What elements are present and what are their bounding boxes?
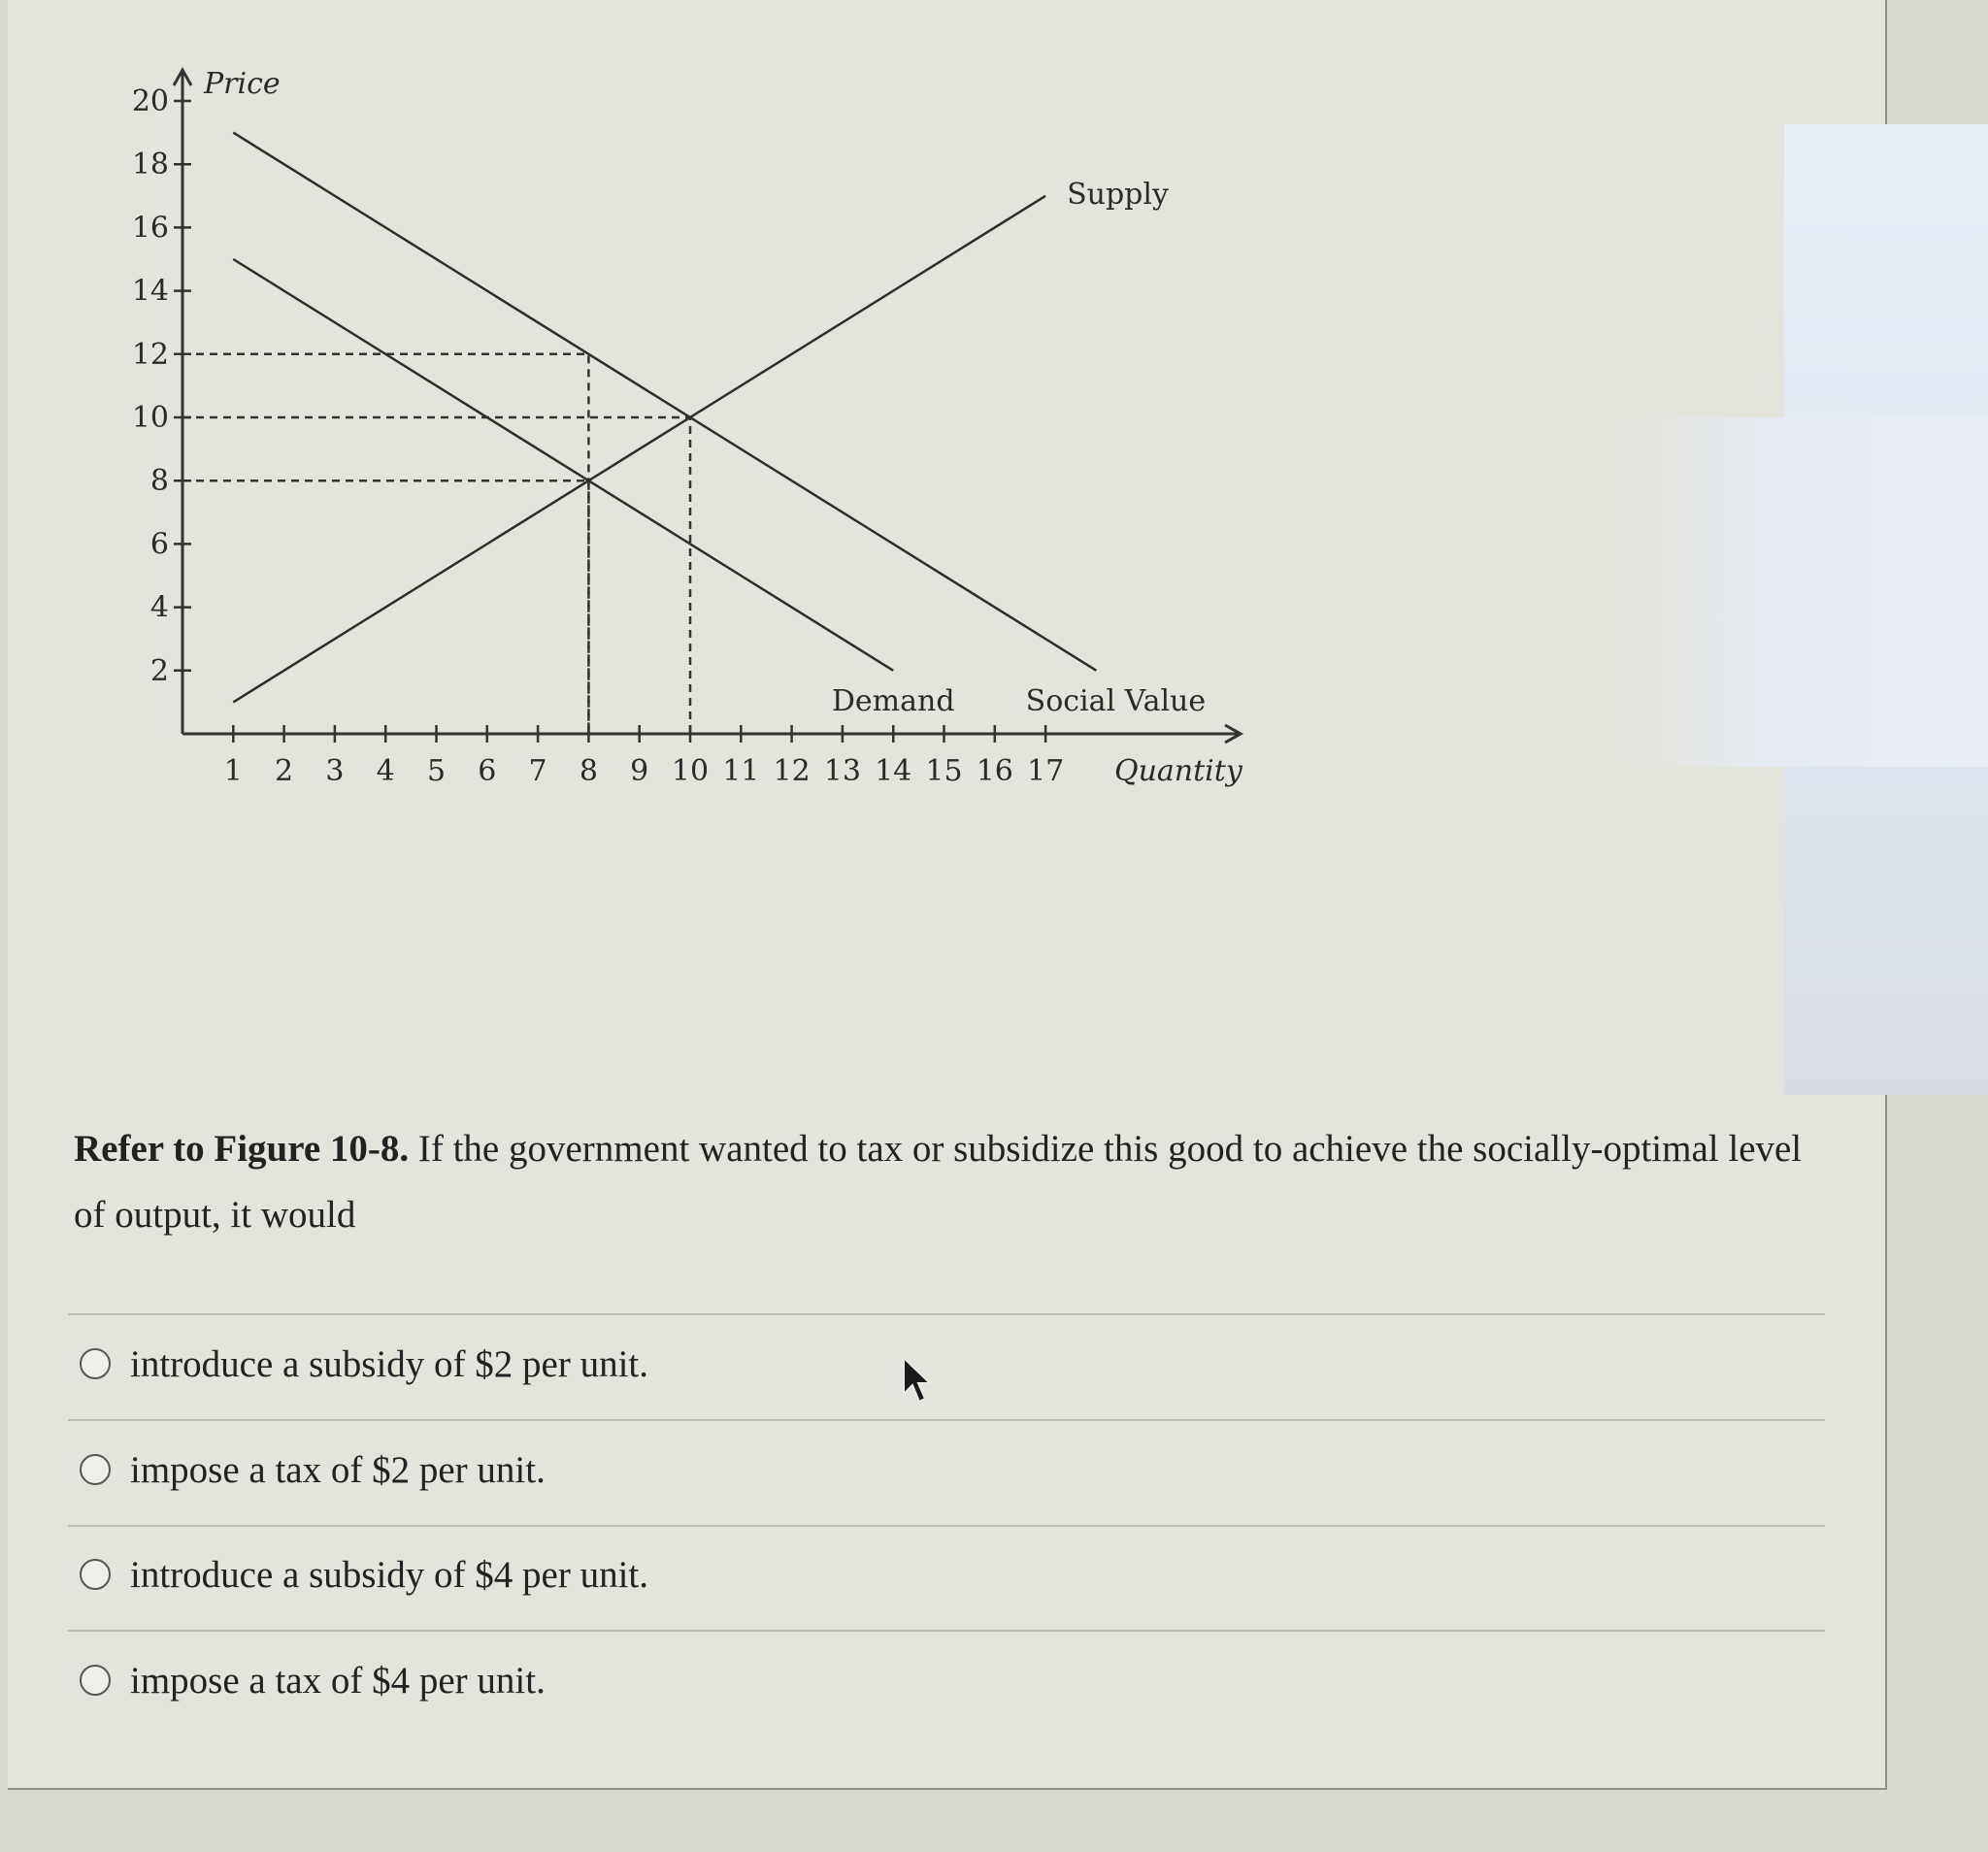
separator <box>68 1630 1825 1632</box>
x-tick-label: 3 <box>325 754 345 788</box>
demand-curve <box>233 259 893 671</box>
social-value-label: Social Value <box>1025 684 1207 718</box>
y-tick-label: 18 <box>131 148 169 182</box>
answer-option-label: impose a tax of $4 per unit. <box>130 1659 546 1702</box>
x-tick-label: 17 <box>1027 754 1065 788</box>
radio-button[interactable] <box>80 1559 111 1590</box>
social-value-curve <box>233 133 1096 671</box>
question-text <box>74 1116 1821 1248</box>
y-tick-label: 20 <box>131 84 169 118</box>
y-tick-label: 12 <box>131 337 169 372</box>
radio-button[interactable] <box>80 1454 111 1485</box>
answer-option-label: introduce a subsidy of $4 per unit. <box>130 1553 648 1596</box>
x-tick-label: 8 <box>579 754 598 788</box>
x-tick-label: 12 <box>773 754 811 788</box>
y-tick-label: 6 <box>149 527 169 562</box>
separator <box>68 1525 1825 1527</box>
x-tick-label: 15 <box>925 754 963 788</box>
x-tick-label: 11 <box>722 754 760 788</box>
answer-option-label: introduce a subsidy of $2 per unit. <box>130 1342 648 1385</box>
y-tick-label: 14 <box>131 274 169 309</box>
answer-option-4[interactable] <box>80 1651 546 1709</box>
answer-option-label: impose a tax of $2 per unit. <box>130 1448 546 1491</box>
question-body: If the government wanted to tax or subsidize this good to achieve the socially-optimal level of output, it would <box>74 1128 1803 1236</box>
x-axis-label: Quantity <box>1114 754 1242 788</box>
x-tick-label: 5 <box>426 754 447 788</box>
supply-label: Supply <box>1067 177 1169 212</box>
radio-button[interactable] <box>80 1665 111 1696</box>
demand-label: Demand <box>831 684 955 718</box>
y-tick-label: 2 <box>149 653 169 688</box>
x-tick-label: 16 <box>976 754 1013 788</box>
x-tick-label: 4 <box>376 754 395 788</box>
y-tick-label: 8 <box>149 464 169 499</box>
x-tick-label: 1 <box>223 754 243 788</box>
x-tick-label: 7 <box>528 754 547 788</box>
x-tick-label: 10 <box>671 754 710 788</box>
separator <box>68 1419 1825 1421</box>
figure-10-8-chart <box>0 0 1988 854</box>
y-axis-label: Price <box>204 67 281 101</box>
radio-button[interactable] <box>80 1348 111 1379</box>
question-figure-reference: Refer to Figure 10-8. <box>74 1128 410 1170</box>
x-tick-label: 2 <box>275 754 294 788</box>
x-tick-label: 14 <box>875 754 912 788</box>
answer-option-1[interactable] <box>80 1335 648 1393</box>
supply-curve <box>233 196 1045 703</box>
y-tick-label: 10 <box>131 401 169 435</box>
y-tick-label: 16 <box>131 211 169 246</box>
x-tick-label: 13 <box>823 754 861 788</box>
y-tick-label: 4 <box>149 590 169 625</box>
mouse-pointer-icon <box>901 1355 936 1407</box>
reference-line <box>182 354 588 734</box>
x-tick-label: 9 <box>630 754 649 788</box>
answer-option-2[interactable] <box>80 1440 546 1499</box>
x-tick-label: 6 <box>478 754 497 788</box>
answer-option-3[interactable] <box>80 1545 648 1604</box>
separator <box>68 1313 1825 1315</box>
